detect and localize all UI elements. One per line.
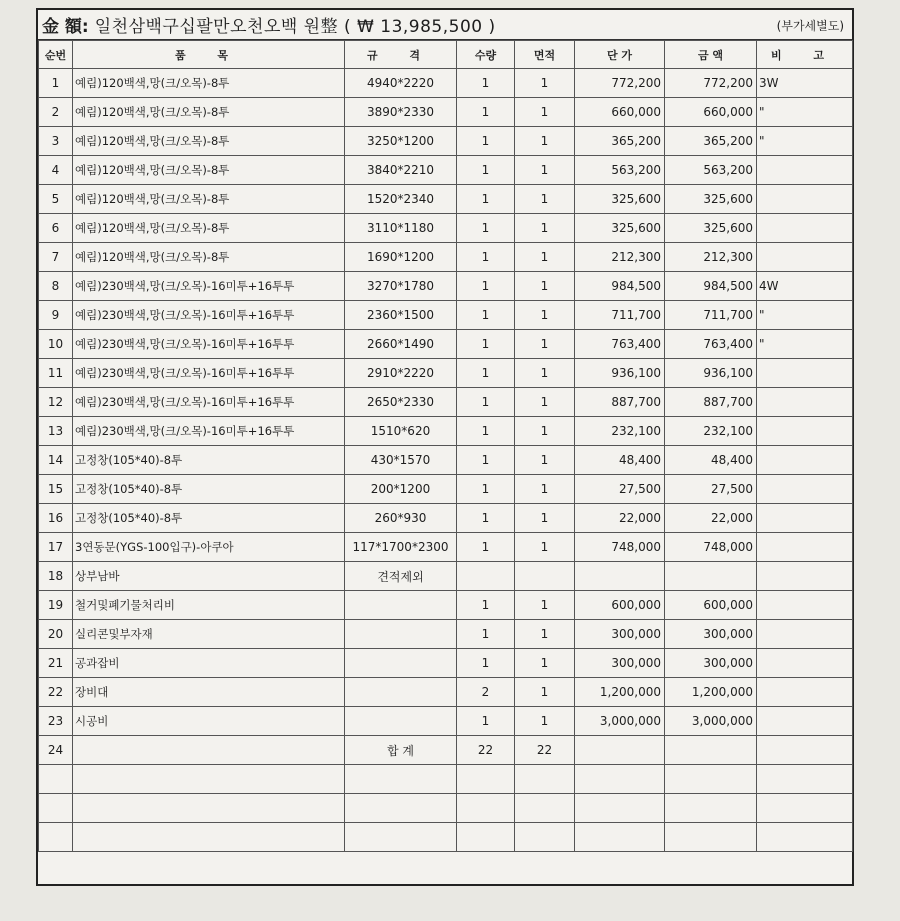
table-row — [39, 156, 853, 185]
cell-spec — [345, 591, 457, 620]
cell-no: 12 — [39, 388, 73, 417]
table-row — [39, 446, 853, 475]
cell-item: 예림)120백색,망(크/오목)-8투 — [73, 127, 345, 156]
cell-spec — [345, 649, 457, 678]
cell-note: " — [757, 301, 853, 330]
cell-qty: 1 — [457, 388, 515, 417]
cell-qty: 1 — [457, 446, 515, 475]
cell-area: 1 — [515, 591, 575, 620]
cell-qty: 1 — [457, 69, 515, 98]
cell-qty: 1 — [457, 127, 515, 156]
cell-no: 15 — [39, 475, 73, 504]
cell-qty: 1 — [457, 156, 515, 185]
cell-unit-price: 365,200 — [575, 127, 665, 156]
vat-note: (부가세별도) — [776, 19, 844, 33]
cell-amount: 232,100 — [665, 417, 757, 446]
cell-unit-price: 660,000 — [575, 98, 665, 127]
table-row — [39, 69, 853, 98]
cell-area: 1 — [515, 330, 575, 359]
cell-no: 23 — [39, 707, 73, 736]
cell-spec: 3250*1200 — [345, 127, 457, 156]
cell-no: 18 — [39, 562, 73, 591]
table-row — [39, 591, 853, 620]
cell-spec: 2360*1500 — [345, 301, 457, 330]
cell-spec: 430*1570 — [345, 446, 457, 475]
cell-spec: 3840*2210 — [345, 156, 457, 185]
cell-item: 예림)120백색,망(크/오목)-8투 — [73, 243, 345, 272]
cell-area: 1 — [515, 98, 575, 127]
cell-area: 1 — [515, 649, 575, 678]
cell-unit-price: 232,100 — [575, 417, 665, 446]
cell-qty — [457, 765, 515, 794]
cell-area — [515, 765, 575, 794]
col-header-amount: 금 액 — [665, 41, 757, 69]
cell-note — [757, 620, 853, 649]
cell-amount — [665, 562, 757, 591]
cell-no: 13 — [39, 417, 73, 446]
cell-qty: 1 — [457, 504, 515, 533]
cell-amount: 48,400 — [665, 446, 757, 475]
cell-spec — [345, 794, 457, 823]
cell-no: 5 — [39, 185, 73, 214]
table-row — [39, 330, 853, 359]
cell-note — [757, 649, 853, 678]
cell-unit-price: 325,600 — [575, 214, 665, 243]
cell-item: 예림)120백색,망(크/오목)-8투 — [73, 98, 345, 127]
cell-unit-price: 936,100 — [575, 359, 665, 388]
cell-qty: 1 — [457, 417, 515, 446]
cell-amount: 748,000 — [665, 533, 757, 562]
cell-note — [757, 736, 853, 765]
table-row — [39, 707, 853, 736]
cell-item: 상부남바 — [73, 562, 345, 591]
cell-area: 1 — [515, 707, 575, 736]
cell-amount: 772,200 — [665, 69, 757, 98]
cell-amount: 1,200,000 — [665, 678, 757, 707]
cell-qty: 2 — [457, 678, 515, 707]
cell-item: 장비대 — [73, 678, 345, 707]
cell-unit-price: 22,000 — [575, 504, 665, 533]
cell-no: 3 — [39, 127, 73, 156]
cell-area: 1 — [515, 446, 575, 475]
table-header-row — [39, 41, 853, 69]
cell-amount — [665, 794, 757, 823]
cell-amount: 660,000 — [665, 98, 757, 127]
cell-area: 1 — [515, 301, 575, 330]
cell-item: 예림)230백색,망(크/오목)-16미투+16투투 — [73, 272, 345, 301]
cell-note — [757, 185, 853, 214]
cell-spec: 4940*2220 — [345, 69, 457, 98]
table-row — [39, 127, 853, 156]
cell-amount: 22,000 — [665, 504, 757, 533]
cell-note — [757, 707, 853, 736]
cell-amount: 763,400 — [665, 330, 757, 359]
cell-item: 예림)230백색,망(크/오목)-16미투+16투투 — [73, 417, 345, 446]
cell-qty: 1 — [457, 620, 515, 649]
cell-item: 예림)230백색,망(크/오목)-16미투+16투투 — [73, 359, 345, 388]
table-row — [39, 98, 853, 127]
cell-spec: 260*930 — [345, 504, 457, 533]
cell-note — [757, 504, 853, 533]
cell-no: 14 — [39, 446, 73, 475]
cell-no: 10 — [39, 330, 73, 359]
cell-amount: 936,100 — [665, 359, 757, 388]
cell-note — [757, 765, 853, 794]
cell-item: 공과잡비 — [73, 649, 345, 678]
estimate-sheet — [36, 8, 854, 886]
cell-unit-price: 772,200 — [575, 69, 665, 98]
cell-unit-price: 748,000 — [575, 533, 665, 562]
cell-no: 17 — [39, 533, 73, 562]
cell-no: 8 — [39, 272, 73, 301]
cell-unit-price: 600,000 — [575, 591, 665, 620]
cell-amount — [665, 823, 757, 852]
table-row — [39, 359, 853, 388]
cell-spec — [345, 823, 457, 852]
cell-spec: 3890*2330 — [345, 98, 457, 127]
cell-item: 시공비 — [73, 707, 345, 736]
cell-unit-price: 212,300 — [575, 243, 665, 272]
cell-no: 4 — [39, 156, 73, 185]
amount-header — [38, 10, 852, 40]
cell-area: 1 — [515, 533, 575, 562]
cell-amount: 300,000 — [665, 649, 757, 678]
cell-qty: 1 — [457, 533, 515, 562]
empty-row — [39, 823, 853, 852]
cell-item — [73, 765, 345, 794]
cell-no: 21 — [39, 649, 73, 678]
cell-unit-price: 27,500 — [575, 475, 665, 504]
cell-unit-price: 711,700 — [575, 301, 665, 330]
cell-qty: 1 — [457, 330, 515, 359]
cell-area: 22 — [515, 736, 575, 765]
cell-area: 1 — [515, 475, 575, 504]
cell-spec: 3110*1180 — [345, 214, 457, 243]
cell-area — [515, 794, 575, 823]
table-row — [39, 417, 853, 446]
cell-amount: 212,300 — [665, 243, 757, 272]
cell-spec: 1520*2340 — [345, 185, 457, 214]
cell-note — [757, 562, 853, 591]
cell-amount: 27,500 — [665, 475, 757, 504]
cell-item: 고정창(105*40)-8투 — [73, 504, 345, 533]
cell-note: 4W — [757, 272, 853, 301]
cell-qty: 1 — [457, 591, 515, 620]
col-header-spec: 규 격 — [345, 41, 457, 69]
cell-amount: 711,700 — [665, 301, 757, 330]
col-header-item: 품 목 — [73, 41, 345, 69]
cell-no: 19 — [39, 591, 73, 620]
cell-amount — [665, 765, 757, 794]
cell-unit-price — [575, 794, 665, 823]
cell-no: 24 — [39, 736, 73, 765]
cell-note — [757, 156, 853, 185]
col-header-no: 순번 — [39, 41, 73, 69]
cell-amount — [665, 736, 757, 765]
cell-item: 예림)120백색,망(크/오목)-8투 — [73, 69, 345, 98]
cell-note — [757, 823, 853, 852]
cell-note — [757, 359, 853, 388]
cell-unit-price: 887,700 — [575, 388, 665, 417]
empty-row — [39, 794, 853, 823]
cell-qty — [457, 794, 515, 823]
cell-area: 1 — [515, 620, 575, 649]
cell-qty: 1 — [457, 475, 515, 504]
cell-amount: 3,000,000 — [665, 707, 757, 736]
cell-unit-price: 984,500 — [575, 272, 665, 301]
table-row — [39, 678, 853, 707]
cell-amount: 887,700 — [665, 388, 757, 417]
cell-spec: 합 계 — [345, 736, 457, 765]
cell-qty: 1 — [457, 214, 515, 243]
cell-note — [757, 591, 853, 620]
table-row — [39, 533, 853, 562]
cell-no: 1 — [39, 69, 73, 98]
cell-unit-price: 3,000,000 — [575, 707, 665, 736]
cell-unit-price: 325,600 — [575, 185, 665, 214]
cell-qty: 1 — [457, 301, 515, 330]
cell-unit-price: 300,000 — [575, 649, 665, 678]
table-row — [39, 620, 853, 649]
cell-spec — [345, 678, 457, 707]
cell-item: 예림)120백색,망(크/오목)-8투 — [73, 156, 345, 185]
cell-area: 1 — [515, 272, 575, 301]
cell-amount: 365,200 — [665, 127, 757, 156]
cell-qty — [457, 823, 515, 852]
cell-spec: 200*1200 — [345, 475, 457, 504]
cell-note — [757, 214, 853, 243]
cell-unit-price: 48,400 — [575, 446, 665, 475]
cell-no: 16 — [39, 504, 73, 533]
cell-area: 1 — [515, 417, 575, 446]
col-header-area: 면적 — [515, 41, 575, 69]
cell-amount: 300,000 — [665, 620, 757, 649]
cell-no — [39, 794, 73, 823]
cell-qty: 1 — [457, 98, 515, 127]
cell-area: 1 — [515, 359, 575, 388]
cell-unit-price — [575, 736, 665, 765]
cell-no: 11 — [39, 359, 73, 388]
cell-spec: 2650*2330 — [345, 388, 457, 417]
cell-note — [757, 475, 853, 504]
cell-area: 1 — [515, 185, 575, 214]
cell-unit-price: 563,200 — [575, 156, 665, 185]
cell-note: " — [757, 127, 853, 156]
cell-note: " — [757, 98, 853, 127]
cell-area: 1 — [515, 388, 575, 417]
cell-no: 20 — [39, 620, 73, 649]
cell-spec: 2910*2220 — [345, 359, 457, 388]
cell-note: 3W — [757, 69, 853, 98]
cell-spec: 견적제외 — [345, 562, 457, 591]
cell-no: 22 — [39, 678, 73, 707]
cell-qty: 1 — [457, 359, 515, 388]
cell-unit-price — [575, 823, 665, 852]
cell-qty: 1 — [457, 649, 515, 678]
cell-area: 1 — [515, 214, 575, 243]
cell-item: 예림)230백색,망(크/오목)-16미투+16투투 — [73, 388, 345, 417]
cell-no: 6 — [39, 214, 73, 243]
cell-note — [757, 243, 853, 272]
cell-amount: 600,000 — [665, 591, 757, 620]
cell-item: 실리콘및부자재 — [73, 620, 345, 649]
cell-area: 1 — [515, 504, 575, 533]
cell-area — [515, 562, 575, 591]
cell-area: 1 — [515, 156, 575, 185]
cell-item: 예림)120백색,망(크/오목)-8투 — [73, 185, 345, 214]
cell-qty — [457, 562, 515, 591]
empty-row — [39, 765, 853, 794]
cell-item: 예림)230백색,망(크/오목)-16미투+16투투 — [73, 301, 345, 330]
cell-qty: 1 — [457, 185, 515, 214]
table-row — [39, 214, 853, 243]
table-row — [39, 185, 853, 214]
cell-spec — [345, 707, 457, 736]
cell-note — [757, 446, 853, 475]
cell-note — [757, 417, 853, 446]
cell-amount: 325,600 — [665, 185, 757, 214]
cell-amount: 563,200 — [665, 156, 757, 185]
cell-area: 1 — [515, 127, 575, 156]
cell-qty: 1 — [457, 243, 515, 272]
table-row — [39, 388, 853, 417]
cell-unit-price: 1,200,000 — [575, 678, 665, 707]
cell-spec: 2660*1490 — [345, 330, 457, 359]
cell-spec — [345, 765, 457, 794]
cell-no: 2 — [39, 98, 73, 127]
cell-note — [757, 388, 853, 417]
cell-unit-price — [575, 765, 665, 794]
estimate-table — [38, 40, 853, 852]
cell-note: " — [757, 330, 853, 359]
cell-no: 7 — [39, 243, 73, 272]
cell-qty: 1 — [457, 707, 515, 736]
cell-no — [39, 823, 73, 852]
cell-item: 고정창(105*40)-8투 — [73, 475, 345, 504]
cell-area: 1 — [515, 243, 575, 272]
cell-item — [73, 823, 345, 852]
cell-item — [73, 794, 345, 823]
cell-unit-price — [575, 562, 665, 591]
table-row — [39, 736, 853, 765]
table-row — [39, 562, 853, 591]
cell-amount: 984,500 — [665, 272, 757, 301]
cell-no: 9 — [39, 301, 73, 330]
table-row — [39, 272, 853, 301]
cell-item: 예림)120백색,망(크/오목)-8투 — [73, 214, 345, 243]
table-row — [39, 301, 853, 330]
table-row — [39, 504, 853, 533]
col-header-unit-price: 단 가 — [575, 41, 665, 69]
cell-spec: 1510*620 — [345, 417, 457, 446]
cell-note — [757, 533, 853, 562]
cell-area — [515, 823, 575, 852]
cell-area: 1 — [515, 678, 575, 707]
col-header-note: 비 고 — [757, 41, 853, 69]
amount-label: 金 額: — [42, 17, 89, 37]
cell-item: 3연동문(YGS-100입구)-아쿠아 — [73, 533, 345, 562]
cell-unit-price: 763,400 — [575, 330, 665, 359]
cell-amount: 325,600 — [665, 214, 757, 243]
cell-item: 고정창(105*40)-8투 — [73, 446, 345, 475]
col-header-qty: 수량 — [457, 41, 515, 69]
cell-spec: 1690*1200 — [345, 243, 457, 272]
table-row — [39, 243, 853, 272]
cell-qty: 22 — [457, 736, 515, 765]
cell-no — [39, 765, 73, 794]
cell-item — [73, 736, 345, 765]
cell-spec: 3270*1780 — [345, 272, 457, 301]
cell-item: 예림)230백색,망(크/오목)-16미투+16투투 — [73, 330, 345, 359]
table-row — [39, 475, 853, 504]
cell-qty: 1 — [457, 272, 515, 301]
cell-area: 1 — [515, 69, 575, 98]
table-row — [39, 649, 853, 678]
cell-spec — [345, 620, 457, 649]
cell-note — [757, 794, 853, 823]
cell-spec: 117*1700*2300 — [345, 533, 457, 562]
cell-item: 철거및폐기물처리비 — [73, 591, 345, 620]
amount-text: 일천삼백구십팔만오천오백 원整 ( ₩ 13,985,500 ) — [94, 17, 496, 37]
cell-note — [757, 678, 853, 707]
cell-unit-price: 300,000 — [575, 620, 665, 649]
